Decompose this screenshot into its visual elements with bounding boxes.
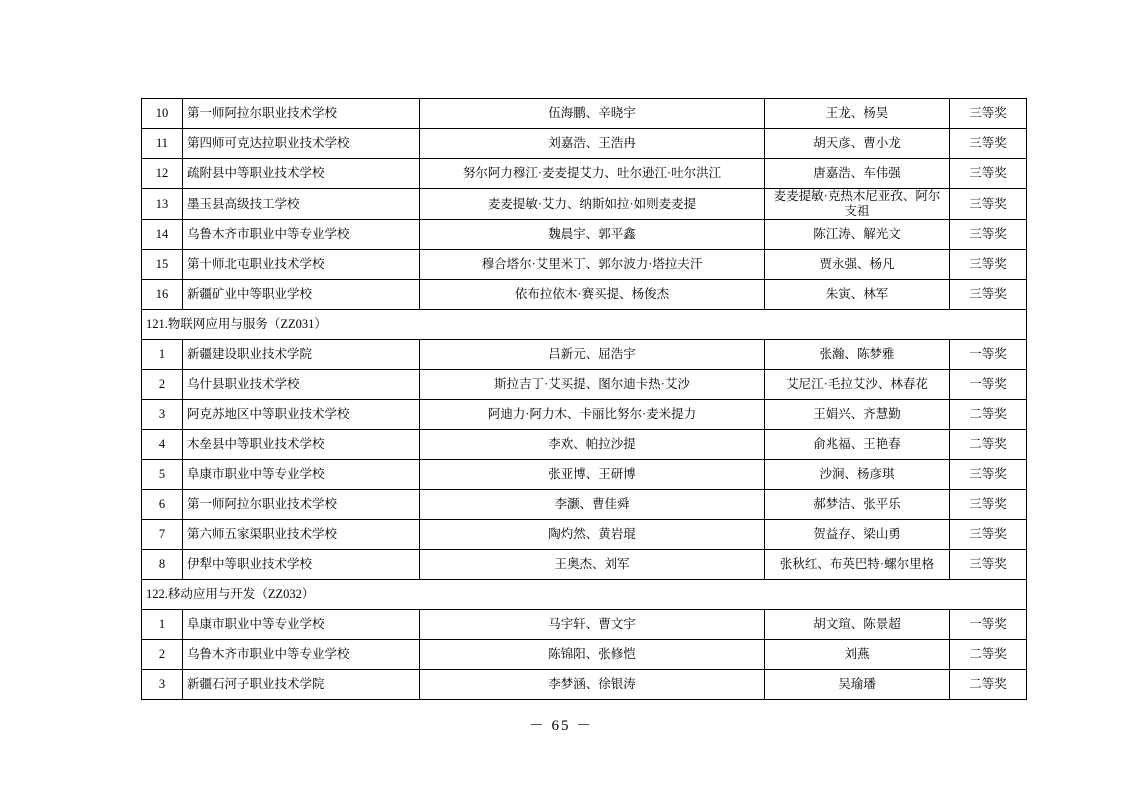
row-students: 穆合塔尔·艾里米丁、郭尔波力·塔拉夫汗 — [420, 250, 765, 280]
row-award: 三等奖 — [950, 189, 1027, 220]
row-teachers: 陈江涛、解光文 — [765, 220, 950, 250]
row-teachers: 贺益存、梁山勇 — [765, 520, 950, 550]
row-teachers: 胡天彦、曹小龙 — [765, 129, 950, 159]
table-row — [142, 370, 1027, 400]
row-students: 吕新元、屈浩宇 — [420, 340, 765, 370]
row-teachers: 艾尼江·毛拉艾沙、林春花 — [765, 370, 950, 400]
row-students: 马宇轩、曹文宇 — [420, 610, 765, 640]
row-school: 乌鲁木齐市职业中等专业学校 — [183, 640, 420, 670]
row-number: 5 — [142, 460, 183, 490]
row-school: 乌鲁木齐市职业中等专业学校 — [183, 220, 420, 250]
row-teachers: 麦麦提敏·克热木尼亚孜、阿尔支祖 — [765, 189, 950, 220]
row-number: 1 — [142, 610, 183, 640]
section-title: 121.物联网应用与服务（ZZ031） — [142, 310, 1027, 340]
award-table-container — [141, 98, 1007, 700]
row-award: 三等奖 — [950, 99, 1027, 129]
row-teachers: 贾永强、杨凡 — [765, 250, 950, 280]
table-row — [142, 670, 1027, 700]
row-number: 3 — [142, 670, 183, 700]
row-number: 2 — [142, 370, 183, 400]
row-teachers: 张瀚、陈梦雅 — [765, 340, 950, 370]
row-number: 16 — [142, 280, 183, 310]
row-award: 三等奖 — [950, 520, 1027, 550]
row-award: 三等奖 — [950, 460, 1027, 490]
row-number: 4 — [142, 430, 183, 460]
row-school: 新疆石河子职业技术学院 — [183, 670, 420, 700]
row-award: 三等奖 — [950, 250, 1027, 280]
row-school: 乌什县职业技术学校 — [183, 370, 420, 400]
row-students: 刘嘉浩、王浩冉 — [420, 129, 765, 159]
row-award: 三等奖 — [950, 159, 1027, 189]
table-row — [142, 129, 1027, 159]
row-teachers: 张秋红、布英巴特·螺尔里格 — [765, 550, 950, 580]
row-students: 依布拉依木·赛买提、杨俊杰 — [420, 280, 765, 310]
row-school: 阜康市职业中等专业学校 — [183, 460, 420, 490]
page-number: － 65 － — [528, 718, 594, 734]
row-teachers: 沙涧、杨彦琪 — [765, 460, 950, 490]
table-row — [142, 99, 1027, 129]
row-teachers: 郝梦洁、张平乐 — [765, 490, 950, 520]
row-number: 14 — [142, 220, 183, 250]
row-school: 新疆建设职业技术学院 — [183, 340, 420, 370]
row-students: 努尔阿力穆江·麦麦提艾力、吐尔逊江·吐尔洪江 — [420, 159, 765, 189]
row-school: 第四师可克达拉职业技术学校 — [183, 129, 420, 159]
table-row — [142, 610, 1027, 640]
row-teachers: 王娟兴、齐慧勤 — [765, 400, 950, 430]
row-students: 张亚博、王研博 — [420, 460, 765, 490]
table-row — [142, 159, 1027, 189]
row-school: 第一师阿拉尔职业技术学校 — [183, 99, 420, 129]
table-row — [142, 250, 1027, 280]
row-number: 10 — [142, 99, 183, 129]
table-row — [142, 340, 1027, 370]
row-award: 一等奖 — [950, 340, 1027, 370]
row-award: 三等奖 — [950, 550, 1027, 580]
row-award: 二等奖 — [950, 430, 1027, 460]
table-row — [142, 400, 1027, 430]
row-school: 新疆矿业中等职业学校 — [183, 280, 420, 310]
row-award: 一等奖 — [950, 370, 1027, 400]
row-students: 伍海鹏、辛晓宇 — [420, 99, 765, 129]
row-number: 1 — [142, 340, 183, 370]
row-number: 2 — [142, 640, 183, 670]
row-students: 斯拉吉丁·艾买提、图尔迪卡热·艾沙 — [420, 370, 765, 400]
row-school: 墨玉县高级技工学校 — [183, 189, 420, 220]
row-number: 11 — [142, 129, 183, 159]
row-number: 12 — [142, 159, 183, 189]
table-row — [142, 430, 1027, 460]
row-teachers: 王龙、杨昊 — [765, 99, 950, 129]
row-award: 二等奖 — [950, 400, 1027, 430]
row-students: 陶灼然、黄岩琨 — [420, 520, 765, 550]
row-school: 第十师北屯职业技术学校 — [183, 250, 420, 280]
row-teachers: 胡文瑄、陈景超 — [765, 610, 950, 640]
table-row — [142, 220, 1027, 250]
table-row — [142, 640, 1027, 670]
row-school: 木垒县中等职业技术学校 — [183, 430, 420, 460]
row-award: 三等奖 — [950, 220, 1027, 250]
row-school: 第一师阿拉尔职业技术学校 — [183, 490, 420, 520]
row-teachers: 刘燕 — [765, 640, 950, 670]
row-number: 13 — [142, 189, 183, 220]
row-number: 15 — [142, 250, 183, 280]
row-students: 李梦涵、徐银涛 — [420, 670, 765, 700]
row-students: 李灏、曹佳舜 — [420, 490, 765, 520]
table-row — [142, 189, 1027, 220]
table-row — [142, 520, 1027, 550]
row-award: 三等奖 — [950, 129, 1027, 159]
table-row — [142, 550, 1027, 580]
row-students: 王奥杰、刘军 — [420, 550, 765, 580]
row-students: 李欢、帕拉沙提 — [420, 430, 765, 460]
table-section-row — [142, 310, 1027, 340]
row-teachers: 唐嘉浩、车伟强 — [765, 159, 950, 189]
row-number: 7 — [142, 520, 183, 550]
row-number: 3 — [142, 400, 183, 430]
row-school: 伊犁中等职业技术学校 — [183, 550, 420, 580]
row-award: 三等奖 — [950, 490, 1027, 520]
row-teachers: 吴瑜璠 — [765, 670, 950, 700]
row-award: 一等奖 — [950, 610, 1027, 640]
row-school: 阜康市职业中等专业学校 — [183, 610, 420, 640]
row-students: 魏晨宇、郭平鑫 — [420, 220, 765, 250]
row-teachers: 俞兆福、王艳春 — [765, 430, 950, 460]
table-row — [142, 490, 1027, 520]
row-number: 8 — [142, 550, 183, 580]
award-table — [141, 98, 1027, 700]
section-title: 122.移动应用与开发（ZZ032） — [142, 580, 1027, 610]
row-students: 陈锦阳、张修恺 — [420, 640, 765, 670]
row-number: 6 — [142, 490, 183, 520]
row-students: 阿迪力·阿力木、卡丽比努尔·麦米提力 — [420, 400, 765, 430]
row-award: 二等奖 — [950, 640, 1027, 670]
row-award: 二等奖 — [950, 670, 1027, 700]
table-section-row — [142, 580, 1027, 610]
row-students: 麦麦提敏·艾力、纳斯如拉·如则麦麦提 — [420, 189, 765, 220]
award-table-body — [142, 99, 1027, 700]
row-school: 第六师五家渠职业技术学校 — [183, 520, 420, 550]
row-school: 疏附县中等职业技术学校 — [183, 159, 420, 189]
table-row — [142, 280, 1027, 310]
row-school: 阿克苏地区中等职业技术学校 — [183, 400, 420, 430]
table-row — [142, 460, 1027, 490]
row-award: 三等奖 — [950, 280, 1027, 310]
row-teachers: 朱寅、林军 — [765, 280, 950, 310]
